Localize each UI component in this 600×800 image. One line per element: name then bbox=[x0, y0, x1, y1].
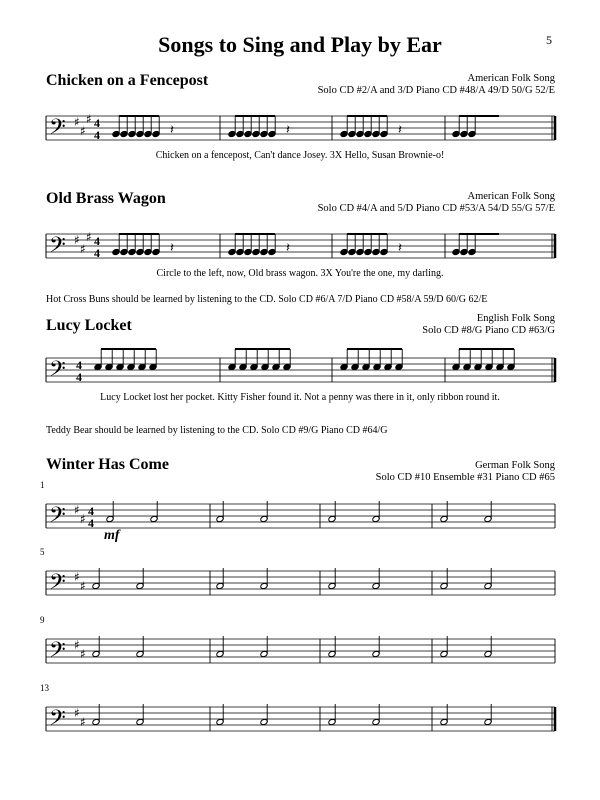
song-lyric: Lucy Locket lost her pocket. Kitty Fisher found it. Not a penny was there in it, only ribbon round it. bbox=[100, 392, 500, 403]
song-title-chicken: Chicken on a Fencepost bbox=[46, 72, 209, 89]
song-credit-chicken bbox=[318, 73, 555, 97]
music-staff bbox=[0, 563, 600, 603]
time-signature-top: 4 bbox=[94, 116, 100, 130]
sharp-icon: ♯ bbox=[80, 579, 86, 593]
sharp-icon: ♯ bbox=[80, 715, 86, 729]
sharp-icon: ♯ bbox=[74, 570, 80, 584]
song-credit-brass-wagon bbox=[318, 191, 555, 215]
music-staff bbox=[0, 350, 600, 390]
sharp-icon: ♯ bbox=[80, 124, 86, 138]
sharp-icon: ♯ bbox=[80, 512, 86, 526]
sharp-icon: ♯ bbox=[74, 115, 80, 129]
music-staff bbox=[0, 631, 600, 671]
bass-clef-icon: 𝄢 bbox=[49, 503, 66, 533]
bass-clef-icon: 𝄢 bbox=[49, 357, 66, 387]
music-staff bbox=[0, 226, 600, 266]
song-origin: English Folk Song bbox=[476, 313, 555, 324]
quarter-rest-icon: 𝄽 bbox=[286, 123, 290, 138]
quarter-rest-icon: 𝄽 bbox=[398, 241, 402, 256]
time-signature-bottom: 4 bbox=[94, 128, 100, 142]
quarter-rest-icon: 𝄽 bbox=[398, 123, 402, 138]
song-credit-winter bbox=[376, 460, 555, 484]
bass-clef-icon: 𝄢 bbox=[49, 233, 66, 263]
time-signature-top: 4 bbox=[94, 234, 100, 248]
song-origin: American Folk Song bbox=[467, 73, 555, 84]
page-title: Songs to Sing and Play by Ear bbox=[158, 32, 442, 57]
sharp-icon: ♯ bbox=[74, 503, 80, 517]
song-cd-info: Solo CD #4/A and 5/D Piano CD #53/A 54/D 55/G 57/E bbox=[317, 203, 555, 214]
quarter-rest-icon: 𝄽 bbox=[170, 241, 174, 256]
song-lyric: Circle to the left, now, Old brass wagon. 3X You're the one, my darling. bbox=[156, 268, 444, 279]
music-staff bbox=[0, 496, 600, 536]
music-staff bbox=[0, 108, 600, 148]
time-signature-bottom: 4 bbox=[94, 246, 100, 260]
sharp-icon: ♯ bbox=[74, 706, 80, 720]
song-cd-info: Solo CD #10 Ensemble #31 Piano CD #65 bbox=[375, 472, 555, 483]
song-title-brass-wagon: Old Brass Wagon bbox=[46, 190, 166, 207]
note-hot-cross-buns: Hot Cross Buns should be learned by listening to the CD. Solo CD #6/A 7/D Piano CD #58/A 59/D 60/G 62/E bbox=[46, 294, 488, 305]
dynamic-marking: mf bbox=[104, 528, 120, 543]
time-signature-bottom: 4 bbox=[76, 370, 82, 384]
bass-clef-icon: 𝄢 bbox=[49, 706, 66, 736]
song-title-lucy-locket: Lucy Locket bbox=[46, 317, 132, 334]
bass-clef-icon: 𝄢 bbox=[49, 115, 66, 145]
song-credit-lucy-locket bbox=[422, 313, 555, 337]
measure-number: 13 bbox=[40, 683, 49, 693]
time-signature-top: 4 bbox=[88, 504, 94, 518]
time-signature-top: 4 bbox=[76, 358, 82, 372]
song-cd-info: Solo CD #8/G Piano CD #63/G bbox=[422, 325, 555, 336]
page-number: 5 bbox=[546, 33, 552, 47]
song-origin: American Folk Song bbox=[467, 191, 555, 202]
sharp-icon: ♯ bbox=[74, 638, 80, 652]
quarter-rest-icon: 𝄽 bbox=[286, 241, 290, 256]
time-signature-bottom: 4 bbox=[88, 516, 94, 530]
note-teddy-bear: Teddy Bear should be learned by listening to the CD. Solo CD #9/G Piano CD #64/G bbox=[46, 425, 388, 436]
sharp-icon: ♯ bbox=[80, 647, 86, 661]
sharp-icon: ♯ bbox=[80, 242, 86, 256]
bass-clef-icon: 𝄢 bbox=[49, 570, 66, 600]
bass-clef-icon: 𝄢 bbox=[49, 638, 66, 668]
measure-number: 1 bbox=[40, 480, 45, 490]
song-cd-info: Solo CD #2/A and 3/D Piano CD #48/A 49/D 50/G 52/E bbox=[317, 85, 555, 96]
music-staff bbox=[0, 699, 600, 739]
song-title-winter: Winter Has Come bbox=[46, 456, 169, 473]
quarter-rest-icon: 𝄽 bbox=[170, 123, 174, 138]
sharp-icon: ♯ bbox=[86, 112, 92, 126]
sharp-icon: ♯ bbox=[74, 233, 80, 247]
measure-number: 9 bbox=[40, 615, 45, 625]
song-lyric: Chicken on a fencepost, Can't dance Josey. 3X Hello, Susan Brownie-o! bbox=[155, 150, 445, 161]
song-origin: German Folk Song bbox=[475, 460, 555, 471]
sharp-icon: ♯ bbox=[86, 230, 92, 244]
measure-number: 5 bbox=[40, 547, 45, 557]
